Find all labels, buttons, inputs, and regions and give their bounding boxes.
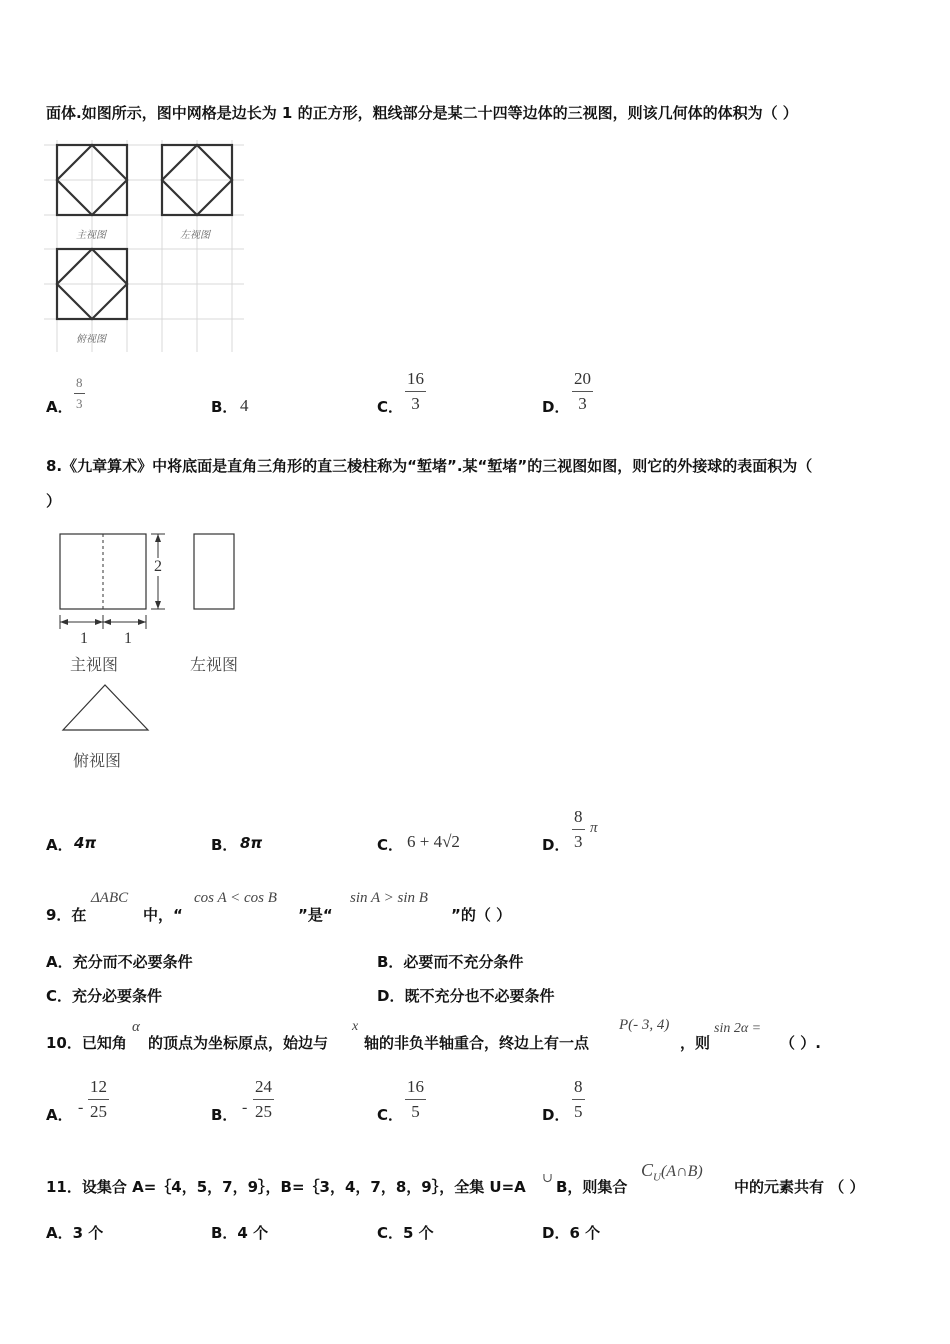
q7-option-c-label[interactable]: C．: [377, 398, 404, 416]
q11-union: ∪: [542, 1170, 553, 1185]
q9-cond1: cos A < cos B: [194, 890, 277, 906]
q10-part1: 10．已知角: [46, 1034, 127, 1052]
q9-mid1: 中，“: [143, 906, 183, 924]
q8-option-d-label[interactable]: D．: [542, 836, 570, 854]
q11-option-d[interactable]: D．6 个: [542, 1224, 601, 1242]
q9-option-c[interactable]: C．充分必要条件: [46, 987, 163, 1005]
q9-option-d[interactable]: D．既不充分也不必要条件: [377, 987, 555, 1005]
q10-x: x: [352, 1019, 359, 1034]
q9-prefix: 9．在: [46, 906, 87, 924]
q8-dim-height: 2: [154, 558, 162, 575]
q7-option-a-label[interactable]: A．: [46, 398, 73, 416]
q8-option-c-label[interactable]: C．: [377, 836, 404, 854]
q9-mid2: ”是“: [298, 906, 333, 924]
q8-option-d-pi: π: [590, 820, 598, 836]
q10-option-b-label[interactable]: B．: [211, 1106, 238, 1124]
q8-option-b-label[interactable]: B．: [211, 836, 238, 854]
top-view-triangle: [63, 685, 148, 730]
q11-option-b[interactable]: B．4 个: [211, 1224, 269, 1242]
q11-option-a[interactable]: A．3 个: [46, 1224, 104, 1242]
q10-part5: （ ）.: [780, 1034, 821, 1052]
q7-option-b-value: 4: [240, 396, 249, 415]
q8-option-a-label[interactable]: A．: [46, 836, 73, 854]
q9-option-b[interactable]: B．必要而不充分条件: [377, 953, 524, 971]
q11-part3: 中的元素共有 （ ）: [734, 1178, 865, 1196]
q8-stem-line1: 8.《九章算术》中将底面是直角三角形的直三棱柱称为“堑堵”.某“堑堵”的三视图如图，则它的外接球的表面积为（: [46, 457, 813, 475]
q7-caption-left: 左视图: [180, 230, 210, 241]
q10-alpha: α: [132, 1019, 140, 1035]
q8-option-a-value: 4π: [74, 834, 97, 852]
q10-expr: sin 2α =: [714, 1021, 762, 1036]
q10-option-a-fraction: $\frac{12}{25}$: [90, 1077, 107, 1121]
q10-option-d-fraction: $\frac{8}{5}$: [574, 1077, 583, 1121]
q10-part2: 的顶点为坐标原点，始边与: [148, 1034, 329, 1052]
q7-option-d-fraction: $\frac{20}{3}$: [574, 369, 591, 413]
q10-option-c-fraction: $\frac{16}{5}$: [407, 1077, 424, 1121]
q11-expr-sub: U: [653, 1171, 661, 1184]
q10-option-a-label[interactable]: A．: [46, 1106, 73, 1124]
q7-option-a-fraction: $\frac{8}{3}$: [76, 375, 83, 411]
q7-option-c-fraction: $\frac{16}{3}$: [407, 369, 424, 413]
q10-option-d-label[interactable]: D．: [542, 1106, 570, 1124]
q10-point: P(- 3, 4): [619, 1017, 670, 1033]
q8-dim-right-width: 1: [124, 630, 132, 647]
q8-dim-left-width: 1: [80, 630, 88, 647]
q8-option-c-value: 6 + 4√2: [407, 832, 460, 851]
q10-option-a-sign: -: [78, 1099, 84, 1116]
q10-part3: 轴的非负半轴重合，终边上有一点: [364, 1034, 590, 1052]
q11-part2: B，则集合: [556, 1178, 628, 1196]
q7-caption-front: 主视图: [76, 230, 106, 241]
q7-option-d-label[interactable]: D．: [542, 398, 570, 416]
q11-part1: 11．设集合 A=｛4，5，7，9｝，B=｛3，4，7，8，9｝，全集 U=A: [46, 1178, 526, 1196]
q8-caption-front: 主视图: [70, 655, 119, 674]
q10-option-b-sign: -: [242, 1099, 248, 1116]
left-view-rect: [194, 534, 234, 609]
q9-triangle: ΔABC: [91, 890, 129, 906]
q11-option-c[interactable]: C．5 个: [377, 1224, 434, 1242]
q11-expr-rest: (A∩B): [660, 1163, 703, 1180]
q8-stem-line2: ）: [46, 492, 62, 510]
q8-caption-left: 左视图: [190, 655, 239, 674]
q10-option-c-label[interactable]: C．: [377, 1106, 404, 1124]
q10-option-b-fraction: $\frac{24}{25}$: [255, 1077, 272, 1121]
q7-stem: 面体.如图所示，图中网格是边长为 1 的正方形，粗线部分是某二十四等边体的三视图，则该几何体的体积为（ ）: [46, 104, 798, 122]
q7-caption-top: 俯视图: [76, 334, 106, 345]
q10-part4: ，则: [680, 1034, 711, 1052]
q7-option-b-label[interactable]: B．: [211, 398, 238, 416]
grid-lines: [44, 140, 244, 352]
q9-option-a[interactable]: A．充分而不必要条件: [46, 953, 193, 971]
q8-caption-top: 俯视图: [73, 751, 122, 770]
q11-expr-c: C: [641, 1160, 654, 1180]
q9-cond2: sin A > sin B: [350, 890, 428, 906]
q8-option-d-fraction: $\frac{8}{3}$: [574, 807, 583, 851]
q9-suffix: ”的（ ）: [451, 906, 512, 924]
q11-expr: [641, 1160, 703, 1184]
q7-three-view-figure: [44, 140, 246, 354]
q8-option-b-value: 8π: [240, 834, 263, 852]
